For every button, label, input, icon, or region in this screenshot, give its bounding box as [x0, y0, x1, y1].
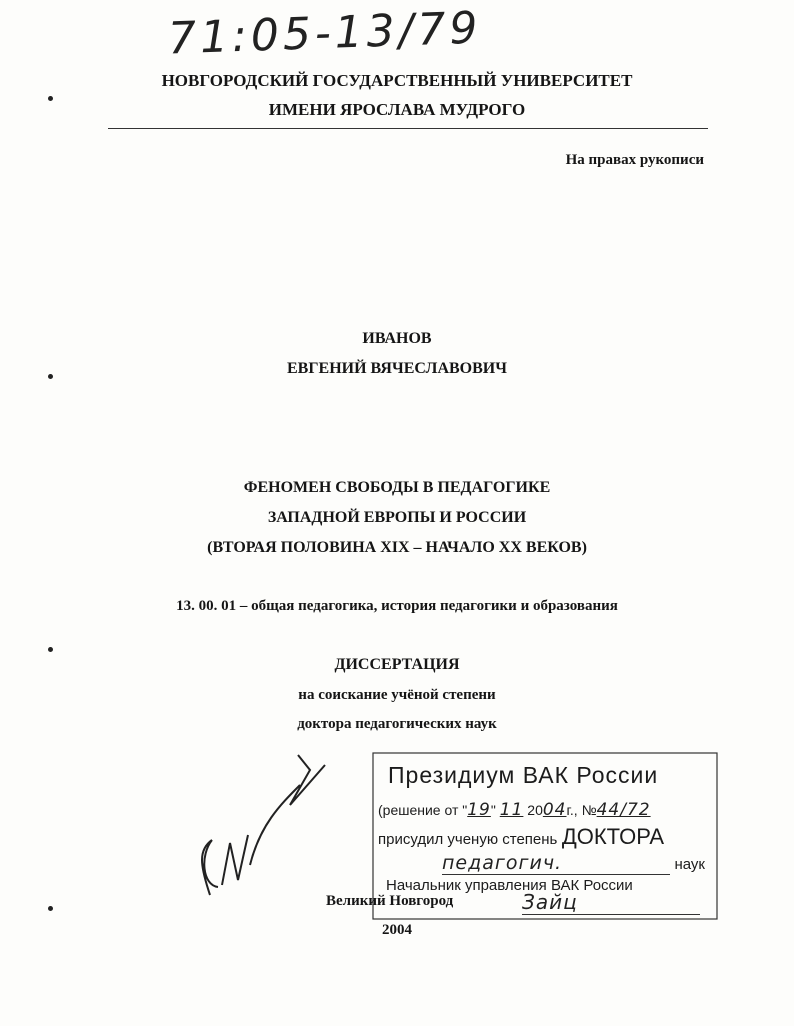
author-signature [190, 745, 330, 905]
university-name: НОВГОРОДСКИЙ ГОСУДАРСТВЕННЫЙ УНИВЕРСИТЕТ [161, 71, 633, 90]
title-line-1: ФЕНОМЕН СВОБОДЫ В ПЕДАГОГИКЕ [243, 479, 551, 496]
stamp-decision [378, 800, 651, 820]
chief-signature: Зайц [522, 890, 700, 915]
document-type: ДИССЕРТАЦИЯ [334, 656, 460, 673]
degree-line-1: на соискание учёной степени [298, 687, 496, 703]
awarded-prefix: присудил ученую степень [378, 831, 558, 848]
degree-line-2: доктора педагогических наук [297, 716, 497, 732]
specialty: 13. 00. 01 – общая педагогика, история педагогики и образования [176, 598, 618, 614]
stamp-science-field [442, 852, 712, 875]
decision-year-prefix: 20 [527, 802, 543, 818]
year: 2004 [382, 922, 412, 938]
decision-year: 04 [542, 800, 567, 820]
decision-number: 44/72 [596, 800, 651, 820]
science-field: педагогич. [442, 852, 670, 875]
author-name: ЕВГЕНИЙ ВЯЧЕСЛАВОВИЧ [287, 360, 507, 377]
city: Великий Новгород [326, 893, 454, 909]
archive-number: 71:05-13/79 [167, 2, 483, 65]
title-line-2: ЗАПАДНОЙ ЕВРОПЫ И РОССИИ [267, 509, 527, 526]
binding-dot [48, 906, 53, 911]
header-divider [108, 128, 708, 129]
author-surname: ИВАНОВ [362, 330, 432, 347]
author-signature-text: Евг [196, 892, 214, 903]
binding-dot [48, 647, 53, 652]
science-suffix: наук [674, 856, 705, 873]
manuscript-note: На правах рукописи [565, 152, 704, 168]
decision-month: 11 [499, 800, 524, 820]
awarded-degree: ДОКТОРА [561, 824, 665, 849]
decision-prefix: (решение от " [378, 802, 468, 818]
title-line-3: (ВТОРАЯ ПОЛОВИНА XIX – НАЧАЛО XX ВЕКОВ) [207, 539, 587, 556]
stamp-header: Президиум ВАК России [388, 762, 659, 788]
decision-day: 19 [467, 800, 491, 820]
stamp-awarded [378, 824, 664, 850]
decision-number-prefix: г., № [566, 802, 597, 818]
university-name-line2: ИМЕНИ ЯРОСЛАВА МУДРОГО [268, 100, 526, 119]
decision-mid: " [490, 802, 496, 818]
stamp-chief-title: Начальник управления ВАК России [386, 877, 633, 894]
